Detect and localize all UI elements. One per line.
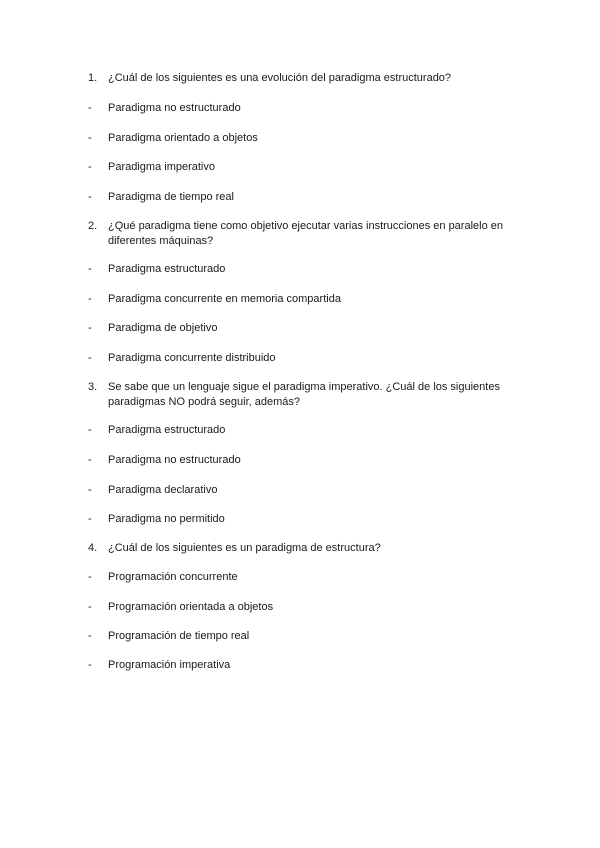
option-text: Paradigma estructurado (108, 263, 226, 275)
bullet-dash: - (88, 659, 92, 671)
bullet-dash: - (88, 132, 92, 144)
question-number: 2. (88, 220, 98, 232)
question-text: ¿Qué paradigma tiene como objetivo ejecutar varias instrucciones en paralelo en diferentes máquinas? (108, 220, 503, 247)
option-text: Paradigma de tiempo real (108, 191, 234, 203)
option-text: Paradigma no permitido (108, 513, 225, 525)
option-text: Paradigma imperativo (108, 161, 215, 173)
bullet-dash: - (88, 513, 92, 525)
bullet-dash: - (88, 352, 92, 364)
option-text: Programación concurrente (108, 571, 238, 583)
bullet-dash: - (88, 630, 92, 642)
option-text: Paradigma no estructurado (108, 102, 241, 114)
question-text: Se sabe que un lenguaje sigue el paradigma imperativo. ¿Cuál de los siguientes paradigmas NO podrá seguir, además? (108, 381, 500, 408)
option-text: Paradigma orientado a objetos (108, 132, 258, 144)
question-text: ¿Cuál de los siguientes es un paradigma de estructura? (108, 542, 381, 554)
question-number: 3. (88, 381, 98, 393)
option-text: Programación de tiempo real (108, 630, 250, 642)
option-text: Programación orientada a objetos (108, 601, 274, 613)
question-text: ¿Cuál de los siguientes es una evolución del paradigma estructurado? (108, 72, 452, 84)
question-number: 4. (88, 542, 98, 554)
bullet-dash: - (88, 601, 92, 613)
option-text: Paradigma no estructurado (108, 454, 241, 466)
bullet-dash: - (88, 322, 92, 334)
bullet-dash: - (88, 102, 92, 114)
bullet-dash: - (88, 424, 92, 436)
bullet-dash: - (88, 191, 92, 203)
bullet-dash: - (88, 161, 92, 173)
option-text: Programación imperativa (108, 659, 231, 671)
option-text: Paradigma declarativo (108, 484, 218, 496)
bullet-dash: - (88, 263, 92, 275)
option-text: Paradigma concurrente en memoria compartida (108, 293, 341, 305)
bullet-dash: - (88, 484, 92, 496)
bullet-dash: - (88, 571, 92, 583)
question-number: 1. (88, 72, 98, 84)
bullet-dash: - (88, 293, 92, 305)
option-text: Paradigma concurrente distribuido (108, 352, 276, 364)
bullet-dash: - (88, 454, 92, 466)
option-text: Paradigma de objetivo (108, 322, 218, 334)
option-text: Paradigma estructurado (108, 424, 226, 436)
